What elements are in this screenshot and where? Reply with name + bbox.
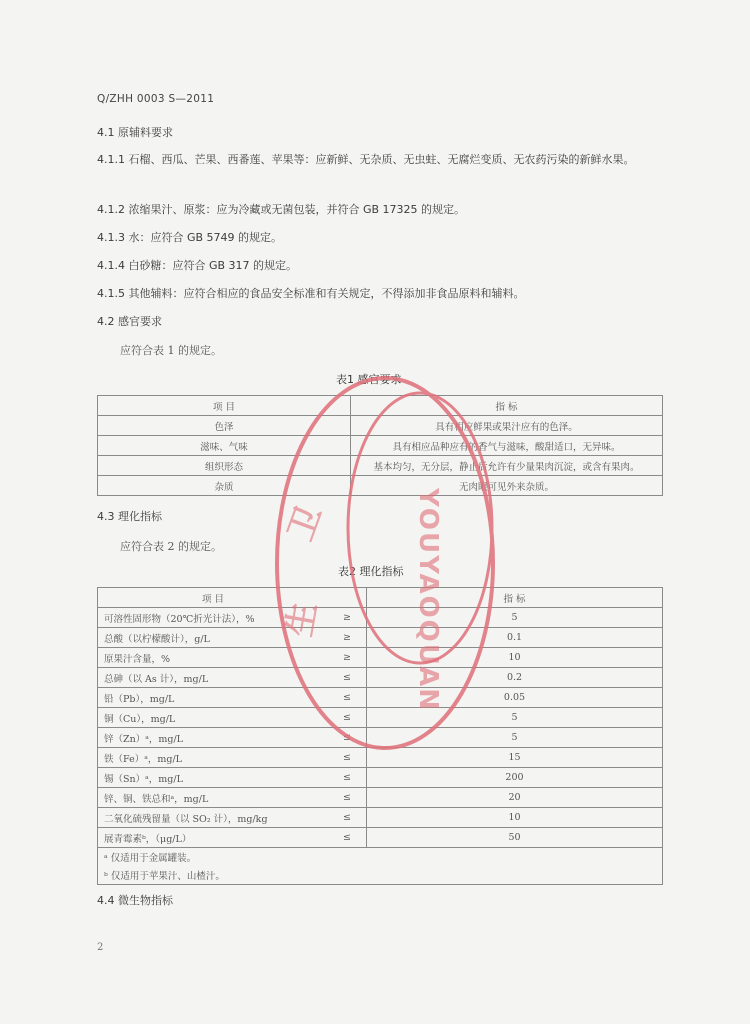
- table-row: [98, 668, 663, 688]
- table-cell: 原果汁含量，%: [98, 648, 329, 668]
- table-row: [98, 608, 663, 628]
- section-4-2-heading: 4.2 感官要求: [97, 315, 162, 328]
- value-cell: 50: [367, 828, 663, 848]
- table-cell: 铁（Fe）ᵃ，mg/L: [98, 748, 329, 768]
- table-row: [98, 828, 663, 848]
- operator-cell: ≤: [328, 728, 367, 748]
- section-4-2-text: 应符合表 1 的规定。: [120, 344, 222, 357]
- table-header-item: 项 目: [98, 396, 351, 416]
- sensory-table: [97, 395, 663, 496]
- page-number: 2: [97, 942, 104, 953]
- operator-cell: ≤: [328, 828, 367, 848]
- table-cell: 具有相应鲜果或果汁应有的色泽。: [351, 416, 663, 436]
- table-row: [98, 436, 663, 456]
- section-4-1-1: 4.1.1 石榴、西瓜、芒果、西番莲、苹果等：应新鲜、无杂质、无虫蛀、无腐烂变质、无农药污染的新鲜水果。: [97, 153, 635, 166]
- value-cell: 5: [367, 608, 663, 628]
- table-row: [98, 788, 663, 808]
- table-cell: 二氧化硫残留量（以 SO₂ 计），mg/kg: [98, 808, 329, 828]
- section-4-3-heading: 4.3 理化指标: [97, 510, 162, 523]
- section-4-3-text: 应符合表 2 的规定。: [120, 540, 222, 553]
- section-4-1-5: 4.1.5 其他辅料：应符合相应的食品安全标准和有关规定，不得添加非食品原料和辅料。: [97, 287, 525, 300]
- operator-cell: ≥: [328, 648, 367, 668]
- value-cell: 5: [367, 728, 663, 748]
- value-cell: 10: [367, 808, 663, 828]
- stamp-glyph: 卫: [280, 500, 331, 547]
- table-cell: 色泽: [98, 416, 351, 436]
- table-cell: 杂质: [98, 476, 351, 496]
- table-cell: 锌（Zn）ᵃ，mg/L: [98, 728, 329, 748]
- table-cell: 滋味、气味: [98, 436, 351, 456]
- table-cell: 总砷（以 As 计），mg/L: [98, 668, 329, 688]
- stamp-glyph: 生: [279, 599, 325, 640]
- operator-cell: ≤: [328, 668, 367, 688]
- table-row: [98, 456, 663, 476]
- table-row: [98, 416, 663, 436]
- table-header-row: [98, 588, 663, 608]
- table-row: [98, 688, 663, 708]
- section-4-1-2: 4.1.2 浓缩果汁、原浆：应为冷藏或无菌包装，并符合 GB 17325 的规定。: [97, 203, 466, 216]
- table-cell: 组织形态: [98, 456, 351, 476]
- operator-cell: ≤: [328, 788, 367, 808]
- table-header-item: 项 目: [98, 588, 329, 608]
- standard-code: Q/ZHH 0003 S—2011: [97, 93, 215, 105]
- table-cell: 具有相应品种应有的香气与滋味，酸甜适口，无异味。: [351, 436, 663, 456]
- table-note-row: [98, 866, 663, 885]
- table-cell: 铜（Cu），mg/L: [98, 708, 329, 728]
- table-cell: 可溶性固形物（20℃折光计法），%: [98, 608, 329, 628]
- value-cell: 15: [367, 748, 663, 768]
- table-header-operator: [328, 588, 367, 608]
- table-row: [98, 748, 663, 768]
- table-cell: 展青霉素ᵇ，（μg/L）: [98, 828, 329, 848]
- value-cell: 0.05: [367, 688, 663, 708]
- value-cell: 0.2: [367, 668, 663, 688]
- operator-cell: ≤: [328, 708, 367, 728]
- operator-cell: ≥: [328, 608, 367, 628]
- operator-cell: ≥: [328, 628, 367, 648]
- value-cell: 10: [367, 648, 663, 668]
- value-cell: 20: [367, 788, 663, 808]
- section-4-1-3: 4.1.3 水：应符合 GB 5749 的规定。: [97, 231, 283, 244]
- operator-cell: ≤: [328, 808, 367, 828]
- operator-cell: ≤: [328, 748, 367, 768]
- table-cell: 铅（Pb），mg/L: [98, 688, 329, 708]
- table-cell: 总酸（以柠檬酸计），g/L: [98, 628, 329, 648]
- value-cell: 5: [367, 708, 663, 728]
- table-note-row: [98, 848, 663, 867]
- operator-cell: ≤: [328, 768, 367, 788]
- table-row: [98, 808, 663, 828]
- table-footnote: ᵃ 仅适用于金属罐装。: [98, 848, 663, 867]
- section-4-4-heading: 4.4 微生物指标: [97, 894, 173, 907]
- table-header-index: 指 标: [351, 396, 663, 416]
- section-4-1-4: 4.1.4 白砂糖：应符合 GB 317 的规定。: [97, 259, 298, 272]
- table-row: [98, 708, 663, 728]
- table-cell: 锡（Sn）ᵃ，mg/L: [98, 768, 329, 788]
- table-cell: 无肉眼可见外来杂质。: [351, 476, 663, 496]
- table-row: [98, 648, 663, 668]
- value-cell: 200: [367, 768, 663, 788]
- table-footnote: ᵇ 仅适用于苹果汁、山楂汁。: [98, 866, 663, 885]
- table-row: [98, 728, 663, 748]
- table-cell: 锌、铜、铁总和ᵃ，mg/L: [98, 788, 329, 808]
- table-header-index: 指 标: [367, 588, 663, 608]
- physicochemical-table: [97, 587, 663, 885]
- operator-cell: ≤: [328, 688, 367, 708]
- table-row: [98, 768, 663, 788]
- table-row: [98, 628, 663, 648]
- value-cell: 0.1: [367, 628, 663, 648]
- table2-caption: 表2 理化指标: [338, 565, 404, 578]
- section-4-1-heading: 4.1 原辅料要求: [97, 126, 173, 139]
- stamp-lettering: YOUYAOQUAN: [413, 488, 443, 712]
- table-row: [98, 476, 663, 496]
- table-cell: 基本均匀，无分层，静止后允许有少量果肉沉淀，或含有果肉。: [351, 456, 663, 476]
- table-header-row: [98, 396, 663, 416]
- table1-caption: 表1 感官要求: [336, 373, 402, 386]
